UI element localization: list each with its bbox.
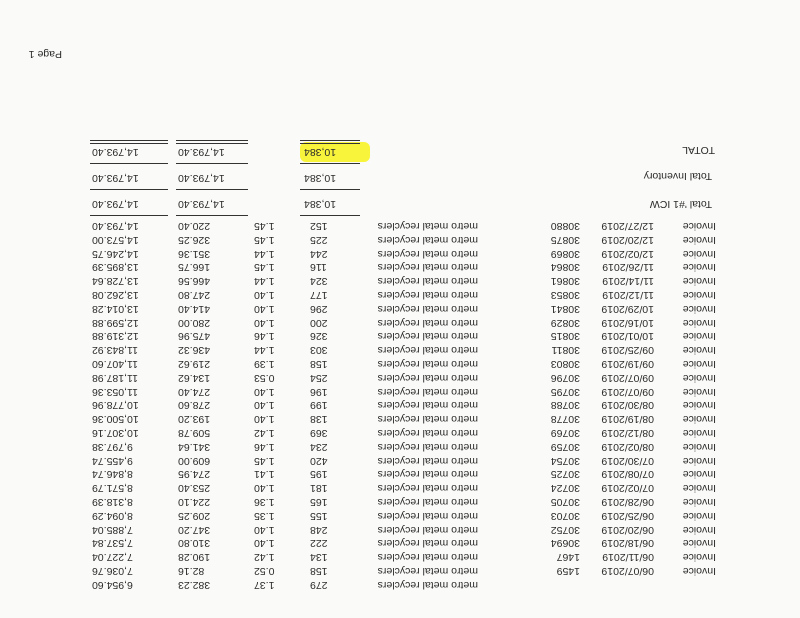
row-date: 10/01/2019: [601, 330, 654, 343]
row-num: 30875: [550, 233, 580, 246]
row-price: 1.46: [254, 330, 275, 343]
row-date: 10/29/2019: [601, 302, 654, 315]
row-date: 09/07/2019: [601, 371, 654, 384]
row-qty: 116: [310, 261, 327, 274]
row-qty: 199: [310, 399, 328, 412]
row-num: 30861: [550, 275, 580, 288]
icw-total-qty: 10,384: [304, 198, 337, 210]
row-date: 07/02/2019: [601, 482, 654, 495]
row-amount: 209.25: [178, 509, 211, 522]
row-name: metro metal recyclers: [377, 454, 478, 467]
row-amount: 274.95: [178, 468, 211, 481]
row-type: Invoice: [682, 247, 716, 260]
grand-total-amount: 14,793.40: [178, 146, 225, 158]
row-qty: 158: [310, 358, 328, 370]
row-amount: 326.25: [178, 233, 211, 246]
row-name: metro metal recyclers: [377, 358, 478, 370]
row-num: 30759: [550, 440, 580, 453]
row-type: Invoice: [682, 413, 716, 426]
row-balance: 9,797.38: [92, 440, 133, 453]
row-date: 12/27/2019: [601, 220, 654, 232]
row-qty: 303: [310, 344, 328, 357]
icw-total-amount: 14,793.40: [178, 198, 225, 210]
row-price: 1.37: [254, 578, 275, 591]
row-balance: 11,843.92: [92, 344, 138, 357]
row-type: Invoice: [682, 496, 716, 508]
row-type: Invoice: [682, 220, 716, 232]
grand-total-qty: 10,384: [304, 146, 337, 158]
row-type: Invoice: [682, 330, 716, 343]
row-qty: 222: [310, 537, 328, 550]
row-type: Invoice: [682, 454, 716, 467]
row-price: 1.45: [254, 220, 275, 232]
row-amount: 193.20: [178, 413, 211, 426]
row-balance: 12,599.88: [92, 316, 139, 329]
row-name: metro metal recyclers: [377, 371, 478, 384]
row-name: metro metal recyclers: [377, 302, 478, 315]
row-num: 30694: [550, 537, 580, 550]
row-balance: 7,227.04: [92, 551, 133, 564]
row-date: 06/18/2019: [601, 537, 654, 550]
row-amount: 509.78: [178, 427, 211, 439]
row-type: Invoice: [682, 275, 716, 288]
row-price: 1.39: [254, 358, 275, 370]
row-price: 1.40: [254, 316, 275, 329]
row-balance: 8,846.74: [92, 468, 133, 481]
row-name: metro metal recyclers: [377, 537, 478, 550]
row-type: Invoice: [682, 537, 716, 550]
row-amount: 224.10: [178, 496, 211, 508]
row-balance: 11,187.98: [92, 371, 138, 384]
row-date: 11/14/2019: [602, 275, 654, 288]
rule-grand-top-amount: [176, 163, 248, 164]
row-qty: 279: [310, 578, 328, 591]
inventory-total-amount: 14,793.40: [178, 172, 225, 184]
row-type: Invoice: [682, 399, 716, 412]
row-balance: 14,573.00: [92, 233, 139, 246]
row-date: 12/02/2019: [601, 247, 654, 260]
row-name: metro metal recyclers: [377, 261, 478, 274]
row-amount: 347.20: [178, 523, 211, 536]
row-qty: 165: [310, 496, 328, 508]
row-date: 06/28/2019: [601, 496, 654, 508]
row-price: 0.53: [254, 371, 275, 384]
row-amount: 310.80: [178, 537, 211, 550]
row-balance: 8,318.39: [92, 496, 133, 508]
rule-grand-bottom-amount-2: [176, 140, 248, 141]
row-num: 30880: [550, 220, 580, 232]
row-price: 1.40: [254, 482, 275, 495]
row-balance: 8,094.29: [92, 509, 133, 522]
row-date: 11/12/2019: [602, 289, 654, 301]
row-name: metro metal recyclers: [377, 551, 478, 564]
row-price: 1.40: [254, 537, 275, 550]
row-name: metro metal recyclers: [377, 330, 478, 343]
row-num: 30788: [550, 399, 580, 412]
row-price: 0.52: [254, 565, 275, 577]
rule-grand-bottom-qty-2: [300, 140, 360, 141]
row-amount: 414.40: [178, 302, 211, 315]
row-type: Invoice: [682, 482, 716, 495]
row-amount: 82.16: [178, 565, 205, 577]
row-qty: 254: [310, 371, 328, 384]
row-price: 1.35: [254, 509, 275, 522]
row-type: Invoice: [682, 565, 716, 577]
row-balance: 10,307.16: [92, 427, 139, 439]
row-num: 1467: [556, 551, 580, 564]
row-qty: 158: [310, 565, 328, 577]
row-type: Invoice: [682, 316, 716, 329]
rule-inventory-top-balance: [90, 189, 168, 190]
row-num: 30725: [550, 468, 580, 481]
row-date: 06/07/2019: [601, 565, 654, 577]
row-balance: 12,319.88: [92, 330, 139, 343]
row-type: Invoice: [682, 427, 716, 439]
total-label: TOTAL: [682, 144, 715, 156]
row-amount: 219.62: [178, 358, 211, 370]
row-amount: 609.00: [178, 454, 211, 467]
row-type: Invoice: [682, 233, 716, 246]
row-name: metro metal recyclers: [377, 275, 478, 288]
row-name: metro metal recyclers: [377, 440, 478, 453]
row-num: 30724: [550, 482, 580, 495]
row-balance: 13,262.08: [92, 289, 139, 301]
rule-grand-top-balance: [90, 163, 168, 164]
row-balance: 11,407.60: [92, 358, 138, 370]
row-num: 30811: [551, 344, 580, 357]
row-date: 07/30/2019: [601, 454, 654, 467]
row-date: 10/16/2019: [601, 316, 654, 329]
row-price: 1.41: [254, 468, 275, 481]
row-qty: 196: [310, 385, 328, 398]
row-name: metro metal recyclers: [377, 385, 478, 398]
row-num: 30705: [550, 496, 580, 508]
row-qty: 177: [310, 289, 328, 301]
row-name: metro metal recyclers: [377, 509, 478, 522]
row-num: 30869: [550, 247, 580, 260]
row-qty: 155: [310, 509, 328, 522]
row-type: Invoice: [682, 289, 716, 301]
row-balance: 13,895.39: [92, 261, 139, 274]
row-price: 1.44: [254, 344, 275, 357]
row-price: 1.36: [254, 496, 275, 508]
row-name: metro metal recyclers: [377, 344, 478, 357]
row-amount: 341.64: [178, 440, 211, 453]
row-balance: 14,246.75: [92, 247, 139, 260]
row-name: metro metal recyclers: [377, 565, 478, 577]
row-date: 11/26/2019: [602, 261, 654, 274]
row-qty: 138: [310, 413, 328, 426]
row-amount: 475.96: [178, 330, 211, 343]
row-amount: 436.32: [178, 344, 211, 357]
row-num: 30778: [550, 413, 580, 426]
row-type: Invoice: [682, 385, 716, 398]
row-name: metro metal recyclers: [377, 427, 478, 439]
row-price: 1.40: [254, 413, 275, 426]
row-qty: 326: [310, 330, 328, 343]
row-price: 1.45: [254, 233, 275, 246]
row-qty: 195: [310, 468, 328, 481]
row-amount: 220.40: [178, 220, 211, 232]
row-price: 1.40: [254, 523, 275, 536]
row-num: 30795: [550, 385, 580, 398]
row-type: Invoice: [682, 440, 716, 453]
row-balance: 13,728.64: [92, 275, 139, 288]
row-price: 1.40: [254, 302, 275, 315]
row-num: 30864: [550, 261, 580, 274]
row-date: 06/25/2019: [601, 509, 654, 522]
row-balance: 8,571.79: [92, 482, 133, 495]
row-type: Invoice: [682, 302, 716, 315]
row-type: Invoice: [682, 468, 716, 481]
row-amount: 466.56: [178, 275, 211, 288]
row-date: 09/25/2019: [601, 344, 654, 357]
row-qty: 324: [310, 275, 328, 288]
row-name: metro metal recyclers: [377, 523, 478, 536]
row-balance: 10,778.96: [92, 399, 139, 412]
row-name: metro metal recyclers: [377, 316, 478, 329]
row-date: 12/20/2019: [601, 233, 654, 246]
inventory-total-balance: 14,793.40: [92, 172, 139, 184]
row-num: 30853: [550, 289, 580, 301]
row-balance: 7,537.84: [92, 537, 133, 550]
row-name: metro metal recyclers: [377, 220, 478, 232]
row-date: 07/08/2019: [601, 468, 654, 481]
row-price: 1.40: [254, 289, 275, 301]
row-amount: 351.36: [178, 247, 211, 260]
row-balance: 14,793.40: [92, 220, 139, 232]
row-qty: 134: [310, 551, 328, 564]
row-num: 30815: [550, 330, 580, 343]
row-num: 1459: [556, 565, 580, 577]
row-qty: 225: [310, 233, 328, 246]
row-amount: 253.40: [178, 482, 211, 495]
row-qty: 244: [310, 247, 328, 260]
row-qty: 234: [310, 440, 328, 453]
row-date: 08/30/2019: [601, 399, 654, 412]
row-balance: 7,036.76: [92, 565, 133, 577]
row-type: Invoice: [682, 551, 716, 564]
total-inventory-label: Total Inventory: [643, 170, 712, 182]
row-date: 06/20/2019: [601, 523, 654, 536]
row-balance: 11,053.36: [92, 385, 138, 398]
row-type: Invoice: [682, 358, 716, 370]
row-amount: 134.62: [178, 371, 211, 384]
row-num: 30796: [550, 371, 580, 384]
row-date: 09/07/2019: [601, 385, 654, 398]
rule-icw-top-amount: [176, 215, 248, 216]
row-type: Invoice: [682, 371, 716, 384]
row-amount: 280.00: [178, 316, 211, 329]
row-price: 1.40: [254, 385, 275, 398]
row-name: metro metal recyclers: [377, 468, 478, 481]
row-amount: 190.28: [178, 551, 211, 564]
rule-grand-bottom-balance-2: [90, 140, 168, 141]
rule-grand-bottom-qty-1: [300, 143, 360, 144]
row-num: 30769: [550, 427, 580, 439]
rule-icw-top-qty: [300, 215, 360, 216]
row-num: 30752: [550, 523, 580, 536]
page-label: Page 1: [28, 48, 62, 60]
row-name: metro metal recyclers: [377, 578, 478, 591]
row-amount: 278.60: [178, 399, 211, 412]
row-date: 08/12/2019: [601, 427, 654, 439]
row-num: 30754: [550, 454, 580, 467]
row-amount: 247.80: [178, 289, 211, 301]
row-amount: 274.40: [178, 385, 211, 398]
row-qty: 420: [310, 454, 328, 467]
row-type: Invoice: [682, 509, 716, 522]
rule-inventory-top-amount: [176, 189, 248, 190]
row-qty: 369: [310, 427, 328, 439]
row-name: metro metal recyclers: [377, 247, 478, 260]
row-name: metro metal recyclers: [377, 413, 478, 426]
row-type: Invoice: [682, 261, 716, 274]
total-icw-label: Total '#1 ICW: [649, 198, 712, 210]
row-price: 1.40: [254, 399, 275, 412]
row-qty: 200: [310, 316, 328, 329]
row-date: 08/02/2019: [601, 440, 654, 453]
row-type: Invoice: [682, 523, 716, 536]
row-name: metro metal recyclers: [377, 399, 478, 412]
row-date: 08/19/2019: [601, 413, 654, 426]
row-price: 1.42: [254, 551, 275, 564]
row-name: metro metal recyclers: [377, 482, 478, 495]
row-price: 1.44: [254, 275, 275, 288]
row-name: metro metal recyclers: [377, 289, 478, 301]
icw-total-balance: 14,793.40: [92, 198, 139, 210]
row-amount: 166.75: [178, 261, 211, 274]
rule-grand-top: [300, 163, 360, 164]
row-date: 06/11/2019: [602, 551, 654, 564]
row-qty: 152: [310, 220, 328, 232]
row-num: 30803: [550, 358, 580, 370]
row-qty: 296: [310, 302, 328, 315]
row-price: 1.44: [254, 247, 275, 260]
rule-grand-bottom-amount-1: [176, 143, 248, 144]
row-balance: 7,885.04: [92, 523, 133, 536]
row-balance: 9,455.74: [92, 454, 133, 467]
row-amount: 382.23: [178, 578, 211, 591]
row-balance: 13,014.28: [92, 302, 139, 315]
rule-grand-bottom-balance-1: [90, 143, 168, 144]
rule-inventory-top-qty: [300, 189, 360, 190]
row-qty: 181: [310, 482, 328, 495]
row-type: Invoice: [682, 344, 716, 357]
row-date: 09/19/2019: [601, 358, 654, 370]
grand-total-balance: 14,793.40: [92, 146, 139, 158]
row-num: 30703: [550, 509, 580, 522]
row-name: metro metal recyclers: [377, 233, 478, 246]
row-price: 1.45: [254, 454, 275, 467]
row-name: metro metal recyclers: [377, 496, 478, 508]
row-num: 30841: [550, 302, 580, 315]
row-num: 30829: [550, 316, 580, 329]
row-balance: 6,954.60: [92, 578, 133, 591]
row-price: 1.42: [254, 427, 275, 439]
row-price: 1.46: [254, 440, 275, 453]
row-price: 1.45: [254, 261, 275, 274]
rule-icw-top-balance: [90, 215, 168, 216]
inventory-total-qty: 10,384: [304, 172, 337, 184]
row-qty: 248: [310, 523, 328, 536]
row-balance: 10,500.36: [92, 413, 139, 426]
